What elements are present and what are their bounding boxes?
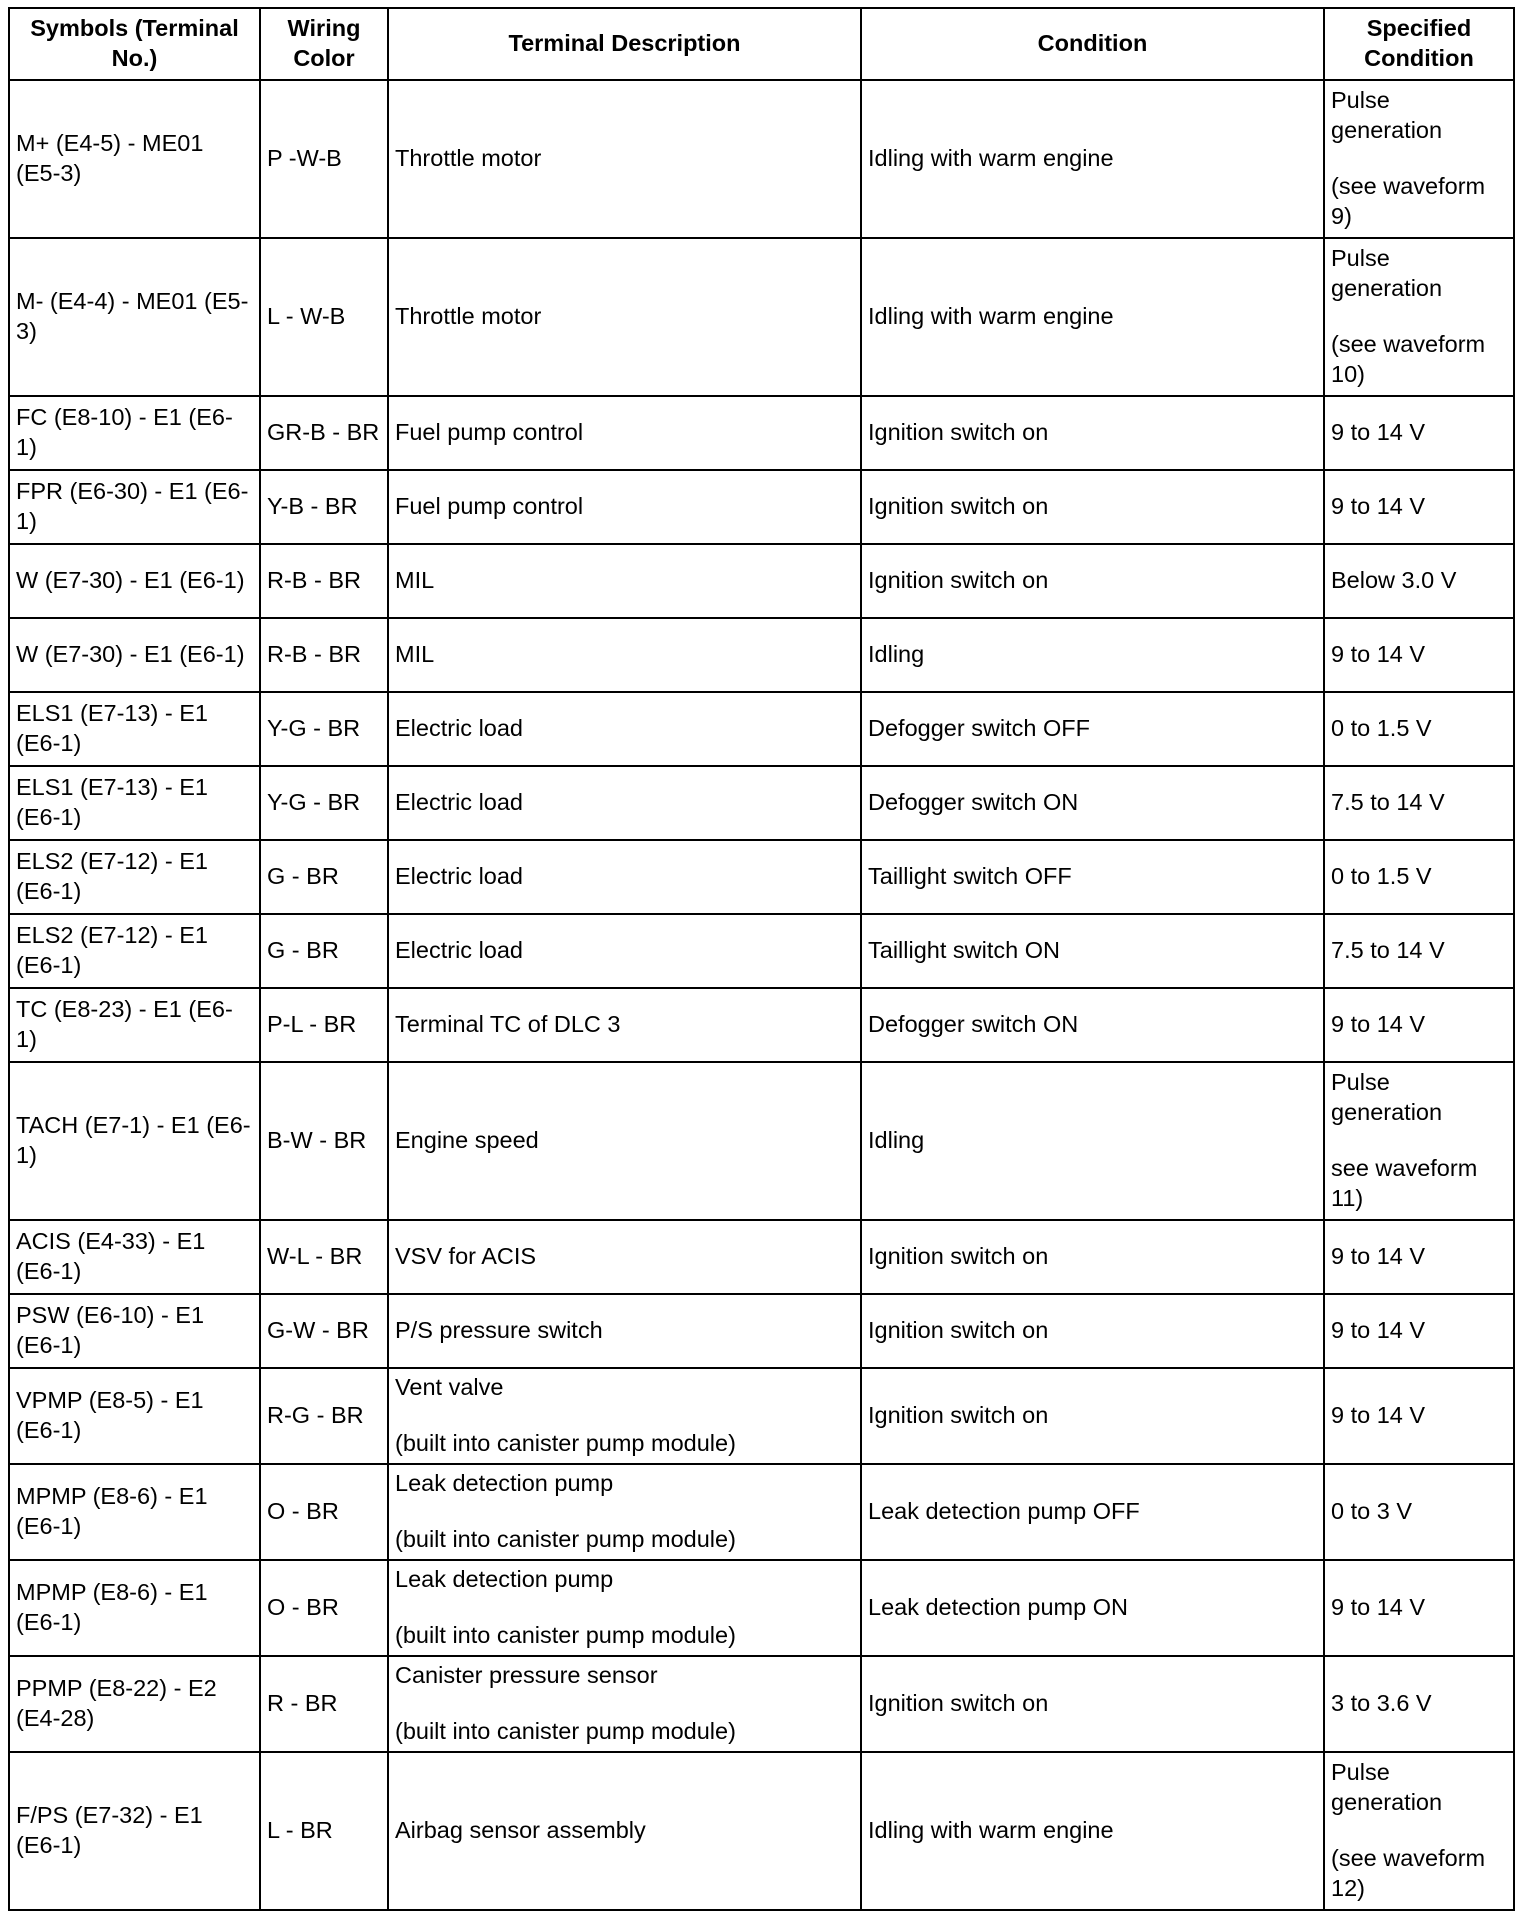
cell-condition: Taillight switch ON (861, 914, 1324, 988)
cell-condition: Idling with warm engine (861, 80, 1324, 238)
table-row (9, 1368, 1514, 1464)
cell-wiring-color: L - BR (260, 1752, 388, 1910)
cell-terminal-description (388, 396, 861, 470)
cell-wiring-color: B-W - BR (260, 1062, 388, 1220)
cell-specified-condition (1324, 1560, 1514, 1656)
cell-wiring-color: W-L - BR (260, 1220, 388, 1294)
cell-terminal-description (388, 692, 861, 766)
cell-specified-condition (1324, 692, 1514, 766)
specified-value: Below 3.0 V (1331, 567, 1457, 594)
cell-terminal-description (388, 840, 861, 914)
cell-specified-condition (1324, 238, 1514, 396)
table-row (9, 1752, 1514, 1910)
cell-wiring-color: G-W - BR (260, 1294, 388, 1368)
table-row (9, 840, 1514, 914)
cell-symbols: PPMP (E8-22) - E2 (E4-28) (9, 1656, 260, 1752)
cell-terminal-description (388, 1560, 861, 1656)
specified-value: 3 to 3.6 V (1331, 1690, 1432, 1717)
cell-terminal-description (388, 1752, 861, 1910)
specified-value: 9 to 14 V (1331, 1317, 1426, 1344)
cell-symbols: TC (E8-23) - E1 (E6-1) (9, 988, 260, 1062)
cell-wiring-color: P -W-B (260, 80, 388, 238)
description-text: VSV for ACIS (395, 1243, 537, 1270)
description-text: Electric load (395, 863, 523, 890)
header-condition: Condition (861, 8, 1324, 80)
cell-specified-condition (1324, 618, 1514, 692)
specified-value: 0 to 3 V (1331, 1498, 1412, 1525)
cell-terminal-description (388, 1464, 861, 1560)
cell-specified-condition (1324, 1220, 1514, 1294)
cell-condition: Idling (861, 1062, 1324, 1220)
cell-specified-condition (1324, 470, 1514, 544)
description-subtext: (built into canister pump module) (395, 1430, 736, 1456)
description-text: Leak detection pump (395, 1566, 614, 1593)
cell-condition: Defogger switch ON (861, 988, 1324, 1062)
cell-symbols: M+ (E4-5) - ME01 (E5-3) (9, 80, 260, 238)
table-row (9, 914, 1514, 988)
header-row (9, 8, 1514, 80)
cell-symbols: ELS1 (E7-13) - E1 (E6-1) (9, 766, 260, 840)
specified-value: 0 to 1.5 V (1331, 863, 1432, 890)
description-text: Electric load (395, 789, 523, 816)
cell-wiring-color: G - BR (260, 914, 388, 988)
description-text: Electric load (395, 715, 523, 742)
specified-value: 9 to 14 V (1331, 493, 1426, 520)
description-text: Engine speed (395, 1127, 539, 1154)
cell-wiring-color: R-B - BR (260, 618, 388, 692)
cell-condition: Idling (861, 618, 1324, 692)
specified-value: Pulse generation (1331, 245, 1443, 302)
cell-symbols: FPR (E6-30) - E1 (E6-1) (9, 470, 260, 544)
specified-value: 9 to 14 V (1331, 641, 1426, 668)
table-row (9, 238, 1514, 396)
description-text: Electric load (395, 937, 523, 964)
table-row (9, 1294, 1514, 1368)
specified-value: 7.5 to 14 V (1331, 789, 1445, 816)
cell-specified-condition (1324, 840, 1514, 914)
cell-condition: Taillight switch OFF (861, 840, 1324, 914)
description-text: MIL (395, 641, 435, 668)
cell-wiring-color: L - W-B (260, 238, 388, 396)
cell-terminal-description (388, 238, 861, 396)
table-row (9, 692, 1514, 766)
description-text: Fuel pump control (395, 419, 584, 446)
cell-terminal-description (388, 544, 861, 618)
table-row (9, 766, 1514, 840)
cell-condition: Leak detection pump OFF (861, 1464, 1324, 1560)
description-text: MIL (395, 567, 435, 594)
cell-symbols: ACIS (E4-33) - E1 (E6-1) (9, 1220, 260, 1294)
specified-value: Pulse generation (1331, 1069, 1443, 1126)
cell-terminal-description (388, 1656, 861, 1752)
description-text: Throttle motor (395, 145, 542, 172)
cell-symbols: PSW (E6-10) - E1 (E6-1) (9, 1294, 260, 1368)
cell-symbols: ELS1 (E7-13) - E1 (E6-1) (9, 692, 260, 766)
header-terminal-description: Terminal Description (388, 8, 861, 80)
description-text: Fuel pump control (395, 493, 584, 520)
cell-condition: Idling with warm engine (861, 238, 1324, 396)
description-text: P/S pressure switch (395, 1317, 603, 1344)
cell-condition: Defogger switch OFF (861, 692, 1324, 766)
specified-value: 9 to 14 V (1331, 419, 1426, 446)
cell-symbols: W (E7-30) - E1 (E6-1) (9, 544, 260, 618)
specified-value: 9 to 14 V (1331, 1402, 1426, 1429)
table-row (9, 1560, 1514, 1656)
cell-condition: Ignition switch on (861, 544, 1324, 618)
cell-terminal-description (388, 1220, 861, 1294)
cell-specified-condition (1324, 1062, 1514, 1220)
cell-terminal-description (388, 1062, 861, 1220)
description-text: Throttle motor (395, 303, 542, 330)
cell-terminal-description (388, 1368, 861, 1464)
specified-value: 9 to 14 V (1331, 1594, 1426, 1621)
cell-specified-condition (1324, 1752, 1514, 1910)
cell-symbols: W (E7-30) - E1 (E6-1) (9, 618, 260, 692)
header-wiring-color: Wiring Color (260, 8, 388, 80)
cell-condition: Leak detection pump ON (861, 1560, 1324, 1656)
cell-specified-condition (1324, 1368, 1514, 1464)
cell-symbols: ELS2 (E7-12) - E1 (E6-1) (9, 914, 260, 988)
cell-wiring-color: R - BR (260, 1656, 388, 1752)
table-row (9, 470, 1514, 544)
description-subtext: (built into canister pump module) (395, 1718, 736, 1744)
table-row (9, 1656, 1514, 1752)
cell-terminal-description (388, 914, 861, 988)
table-row (9, 544, 1514, 618)
cell-specified-condition (1324, 1294, 1514, 1368)
cell-terminal-description (388, 988, 861, 1062)
cell-symbols: F/PS (E7-32) - E1 (E6-1) (9, 1752, 260, 1910)
header-specified-condition: Specified Condition (1324, 8, 1514, 80)
cell-symbols: MPMP (E8-6) - E1 (E6-1) (9, 1464, 260, 1560)
cell-condition: Idling with warm engine (861, 1752, 1324, 1910)
description-text: Leak detection pump (395, 1470, 614, 1497)
cell-specified-condition (1324, 544, 1514, 618)
description-text: Vent valve (395, 1374, 504, 1401)
waveform-reference: see waveform 11) (1331, 1155, 1478, 1211)
cell-wiring-color: Y-G - BR (260, 692, 388, 766)
cell-symbols: MPMP (E8-6) - E1 (E6-1) (9, 1560, 260, 1656)
waveform-reference: (see waveform 12) (1331, 1845, 1486, 1901)
cell-terminal-description (388, 80, 861, 238)
cell-specified-condition (1324, 766, 1514, 840)
specified-value: 9 to 14 V (1331, 1243, 1426, 1270)
description-text: Airbag sensor assembly (395, 1817, 646, 1844)
cell-condition: Ignition switch on (861, 1220, 1324, 1294)
cell-terminal-description (388, 766, 861, 840)
table-row (9, 988, 1514, 1062)
description-text: Terminal TC of DLC 3 (395, 1011, 621, 1038)
cell-wiring-color: GR-B - BR (260, 396, 388, 470)
cell-wiring-color: O - BR (260, 1464, 388, 1560)
cell-wiring-color: R-G - BR (260, 1368, 388, 1464)
cell-symbols: FC (E8-10) - E1 (E6-1) (9, 396, 260, 470)
table-row (9, 618, 1514, 692)
table-row (9, 1464, 1514, 1560)
cell-specified-condition (1324, 80, 1514, 238)
cell-specified-condition (1324, 1464, 1514, 1560)
specified-value: 9 to 14 V (1331, 1011, 1426, 1038)
cell-terminal-description (388, 470, 861, 544)
description-subtext: (built into canister pump module) (395, 1622, 736, 1648)
cell-condition: Ignition switch on (861, 1368, 1324, 1464)
cell-symbols: TACH (E7-1) - E1 (E6-1) (9, 1062, 260, 1220)
cell-wiring-color: P-L - BR (260, 988, 388, 1062)
cell-wiring-color: Y-G - BR (260, 766, 388, 840)
cell-specified-condition (1324, 1656, 1514, 1752)
cell-wiring-color: O - BR (260, 1560, 388, 1656)
cell-condition: Ignition switch on (861, 470, 1324, 544)
specified-value: 0 to 1.5 V (1331, 715, 1432, 742)
table-row (9, 1062, 1514, 1220)
specified-value: Pulse generation (1331, 87, 1443, 144)
cell-specified-condition (1324, 396, 1514, 470)
cell-condition: Ignition switch on (861, 396, 1324, 470)
terminal-spec-table (8, 7, 1515, 1911)
cell-condition: Defogger switch ON (861, 766, 1324, 840)
waveform-reference: (see waveform 9) (1331, 173, 1486, 229)
specified-value: 7.5 to 14 V (1331, 937, 1445, 964)
table-row (9, 396, 1514, 470)
table-row (9, 80, 1514, 238)
cell-wiring-color: R-B - BR (260, 544, 388, 618)
cell-wiring-color: G - BR (260, 840, 388, 914)
cell-condition: Ignition switch on (861, 1656, 1324, 1752)
cell-symbols: M- (E4-4) - ME01 (E5-3) (9, 238, 260, 396)
cell-symbols: ELS2 (E7-12) - E1 (E6-1) (9, 840, 260, 914)
cell-terminal-description (388, 1294, 861, 1368)
specified-value: Pulse generation (1331, 1759, 1443, 1816)
description-text: Canister pressure sensor (395, 1662, 658, 1689)
cell-wiring-color: Y-B - BR (260, 470, 388, 544)
description-subtext: (built into canister pump module) (395, 1526, 736, 1552)
cell-specified-condition (1324, 914, 1514, 988)
cell-condition: Ignition switch on (861, 1294, 1324, 1368)
table-row (9, 1220, 1514, 1294)
cell-symbols: VPMP (E8-5) - E1 (E6-1) (9, 1368, 260, 1464)
waveform-reference: (see waveform 10) (1331, 331, 1486, 387)
header-symbols: Symbols (Terminal No.) (9, 8, 260, 80)
cell-specified-condition (1324, 988, 1514, 1062)
cell-terminal-description (388, 618, 861, 692)
table-body (9, 80, 1514, 1910)
